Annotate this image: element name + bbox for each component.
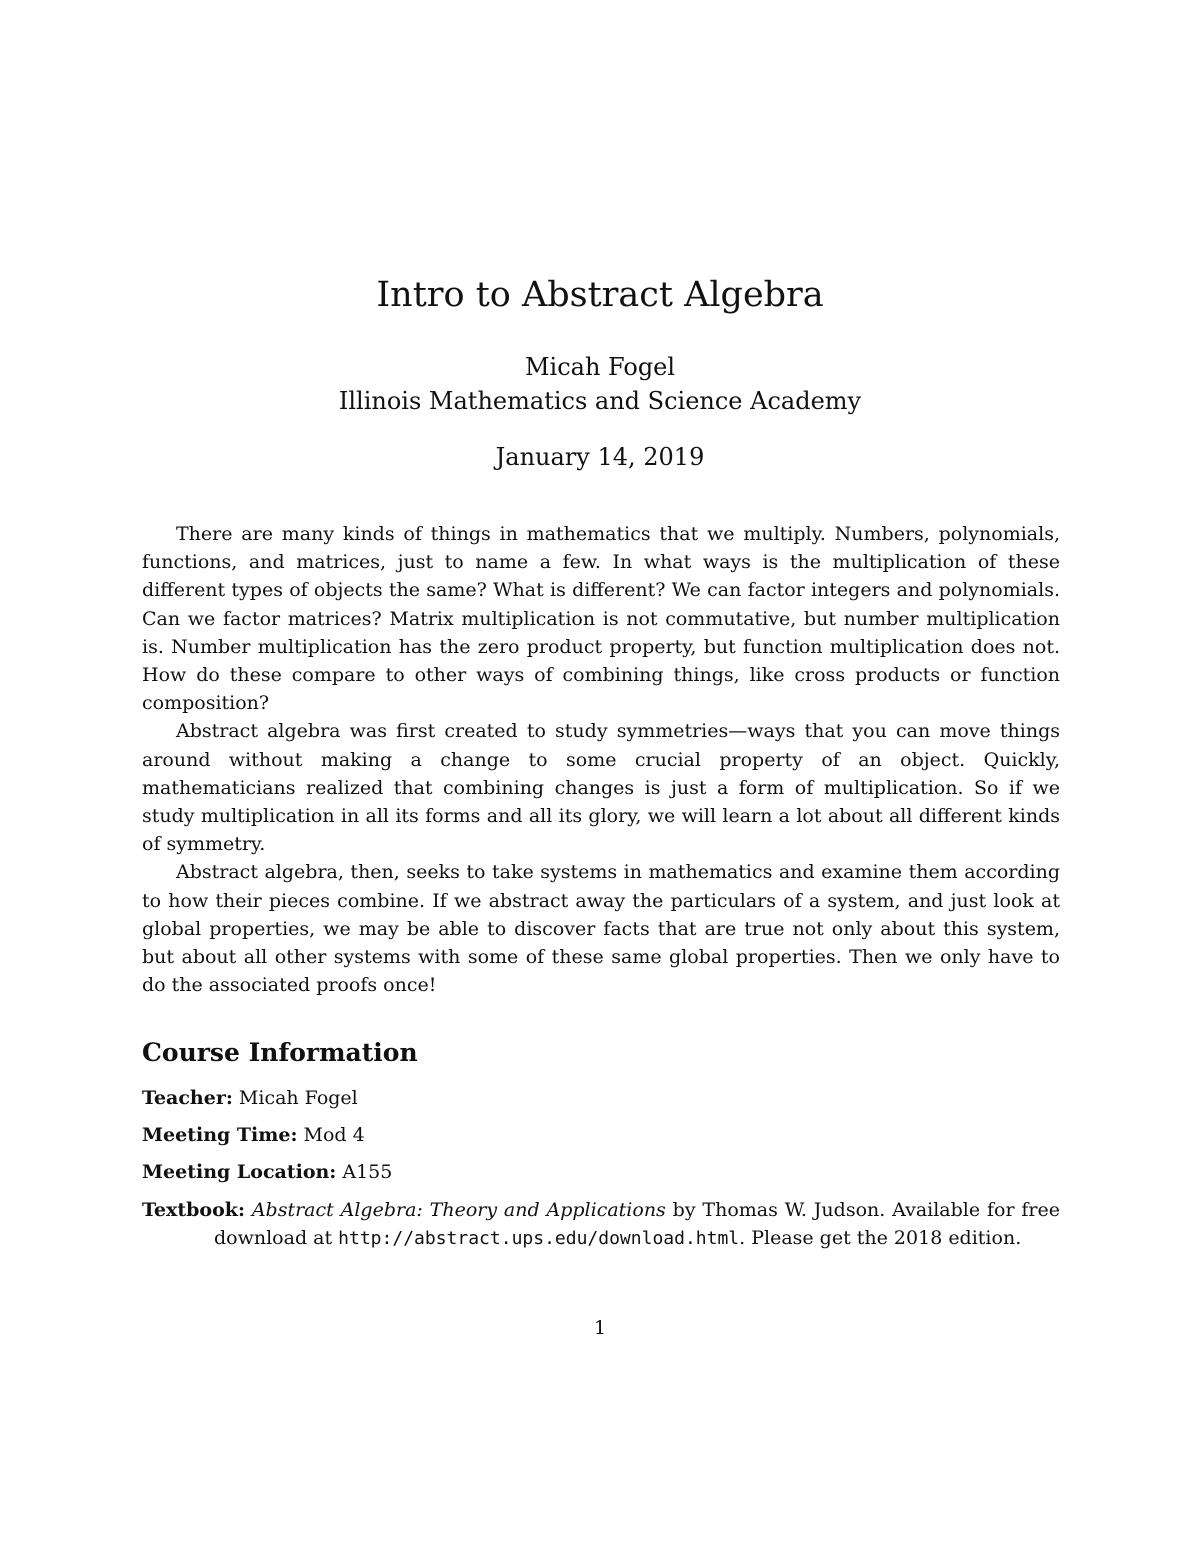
textbook-author: by Thomas W. Judson. Available for free download at xyxy=(214,1198,1060,1249)
intro-paragraph: There are many kinds of things in mathematics that we multiply. Numbers, polynomials, functions, and matrices, just to name a few. In what ways is the multiplication of these different types of objects the same? What is different? We can factor integers and polynomials. Can we factor matrices? Matrix multiplication is not commutative, but number multiplication is. Number multiplication has the zero product property, but function multiplication does not. How do these compare to other ways of combining things, like cross products or function composition? xyxy=(142,523,1060,715)
page-number: 1 xyxy=(593,1317,607,1339)
intro-text xyxy=(142,520,1060,999)
textbook-download-link[interactable]: http://abstract.ups.edu/download.html xyxy=(338,1227,740,1249)
author-name: Micah Fogel xyxy=(524,353,676,381)
author-affiliation: Illinois Mathematics and Science Academy xyxy=(338,387,862,415)
textbook-label: Textbook: xyxy=(142,1198,245,1221)
teacher-value: Micah Fogel xyxy=(238,1087,358,1109)
meeting-time-entry xyxy=(142,1121,1060,1149)
textbook-edition-note: . Please get the 2018 edition. xyxy=(739,1226,1022,1249)
section-heading: Course Information xyxy=(142,1038,418,1067)
textbook-entry xyxy=(142,1196,1060,1253)
teacher-label: Teacher: xyxy=(142,1087,233,1109)
intro-paragraph: Abstract algebra, then, seeks to take systems in mathematics and examine them according to how their pieces combine. If we abstract away the particulars of a system, and just look at global properties, we may be able to discover facts that are true not only about this system, but about all other systems with some of these same global properties. Then we only have to do the associated proofs once! xyxy=(142,861,1060,997)
intro-paragraph: Abstract algebra was first created to study symmetries—ways that you can move things around without making a change to some crucial property of an object. Quickly, mathematicians realized that combining changes is just a form of multiplication. So if we study multiplication in all its forms and all its glory, we will learn a lot about all different kinds of symmetry. xyxy=(142,720,1060,856)
teacher-entry xyxy=(142,1084,1060,1112)
textbook-title: Abstract Algebra: Theory and Applications xyxy=(251,1198,666,1221)
meeting-location-entry xyxy=(142,1158,1060,1186)
meeting-location-label: Meeting Location: xyxy=(142,1161,337,1184)
course-info-list xyxy=(142,1084,1060,1262)
document-date: January 14, 2019 xyxy=(495,443,705,471)
meeting-time-value: Mod 4 xyxy=(303,1124,365,1147)
meeting-time-label: Meeting Time: xyxy=(142,1124,298,1147)
meeting-location-value: A155 xyxy=(342,1161,393,1184)
document-title: Intro to Abstract Algebra xyxy=(376,275,824,315)
